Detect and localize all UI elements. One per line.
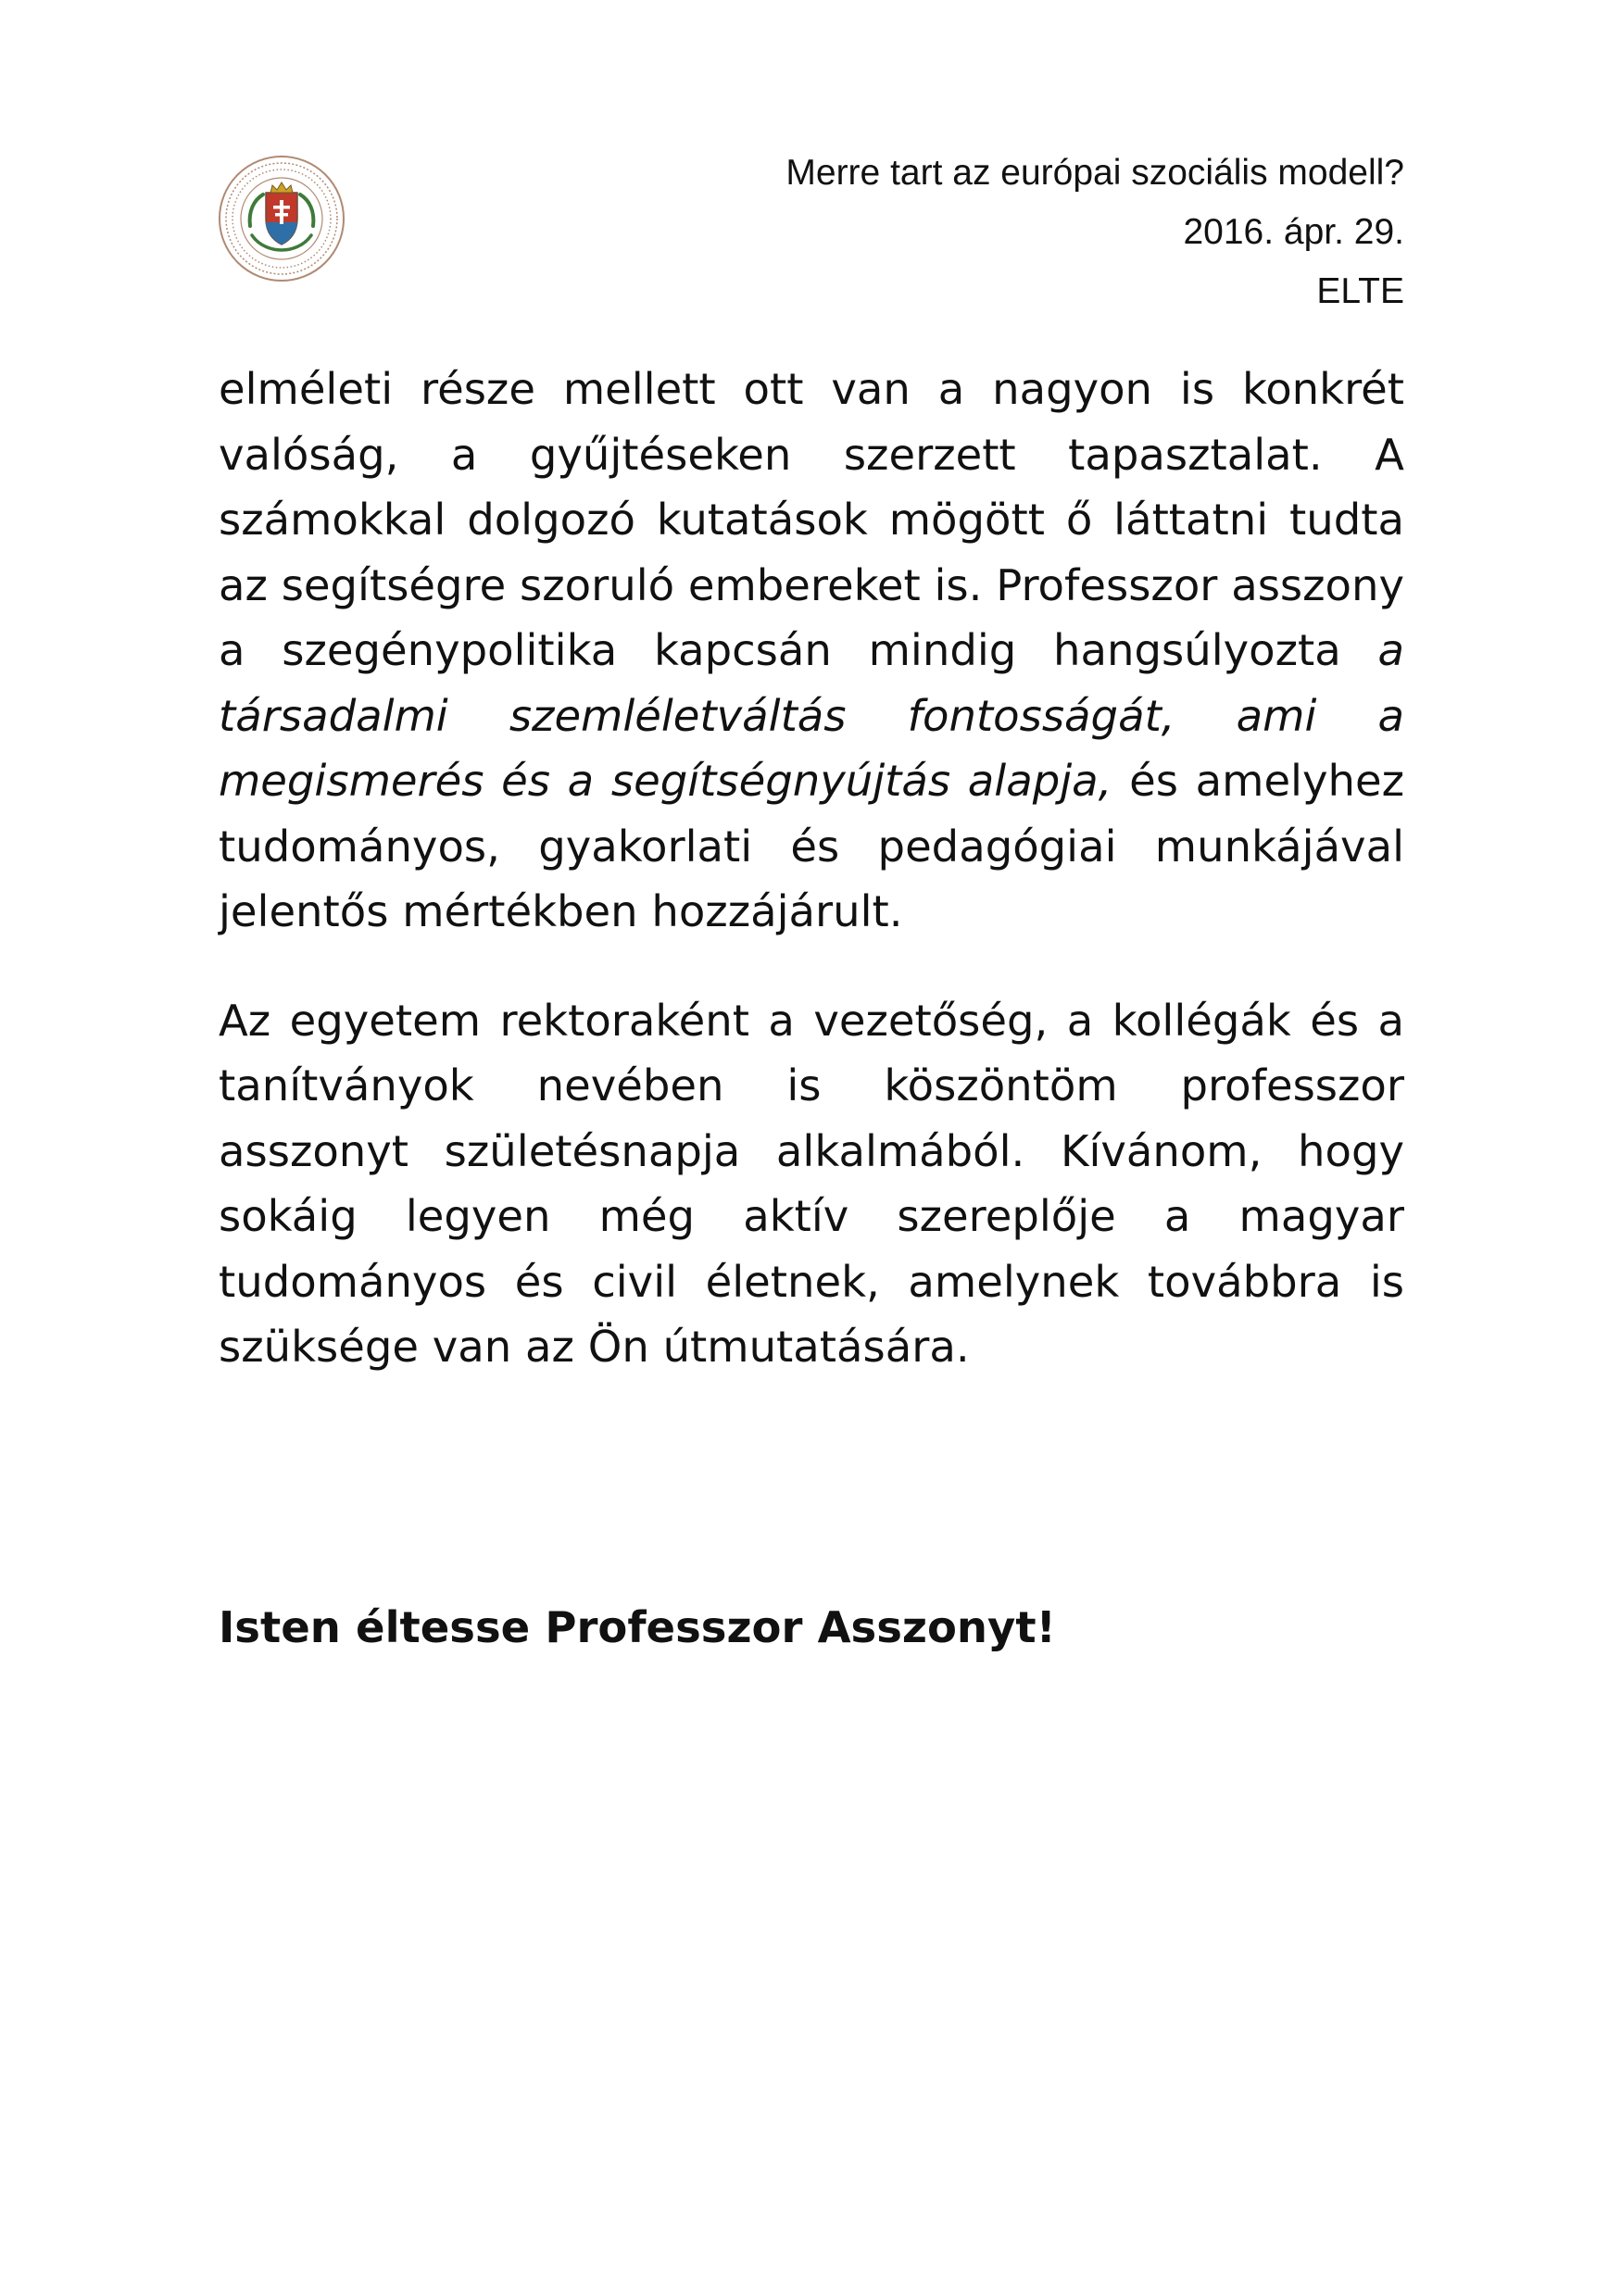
paragraph bbox=[219, 357, 1404, 945]
emphasized-text: a társadalmi szemléletváltás fontosságát, ami a megismerés és a segítségnyújtás alapja, bbox=[219, 625, 1404, 806]
paragraph-text: elméleti része mellett ott van a nagyon is konkrét valóság, a gyűjtéseken szerzett tapasztalat. A számokkal dolgozó kutatások mögött ő láttatni tudta az segítségre szoruló embereket is. Professzor asszony a szegénypolitika kapcsán mindig hangsúlyozta bbox=[219, 364, 1404, 675]
closing-line: Isten éltesse Professzor Asszonyt! bbox=[219, 1602, 1056, 1652]
paragraph: Az egyetem rektoraként a vezetőség, a kollégák és a tanítványok nevében is köszöntöm professzor asszonyt születésnapja alkalmából. Kívánom, hogy sokáig legyen még aktív szereplője a magyar tudományos és civil életnek, amelynek továbbra is szüksége van az Ön útmutatására. bbox=[219, 995, 1404, 1372]
header-date: 2016. ápr. 29. bbox=[1183, 212, 1404, 252]
document-header bbox=[785, 144, 1404, 321]
header-institution: ELTE bbox=[1316, 271, 1404, 311]
header-title: Merre tart az európai szociális modell? bbox=[785, 153, 1404, 193]
university-seal-icon bbox=[217, 154, 346, 283]
paragraph-text: és amelyhez tudományos, gyakorlati és pedagógiai munkájával jelentős mértékben hozzájárult. bbox=[219, 756, 1404, 936]
letter-body bbox=[219, 357, 1404, 1380]
